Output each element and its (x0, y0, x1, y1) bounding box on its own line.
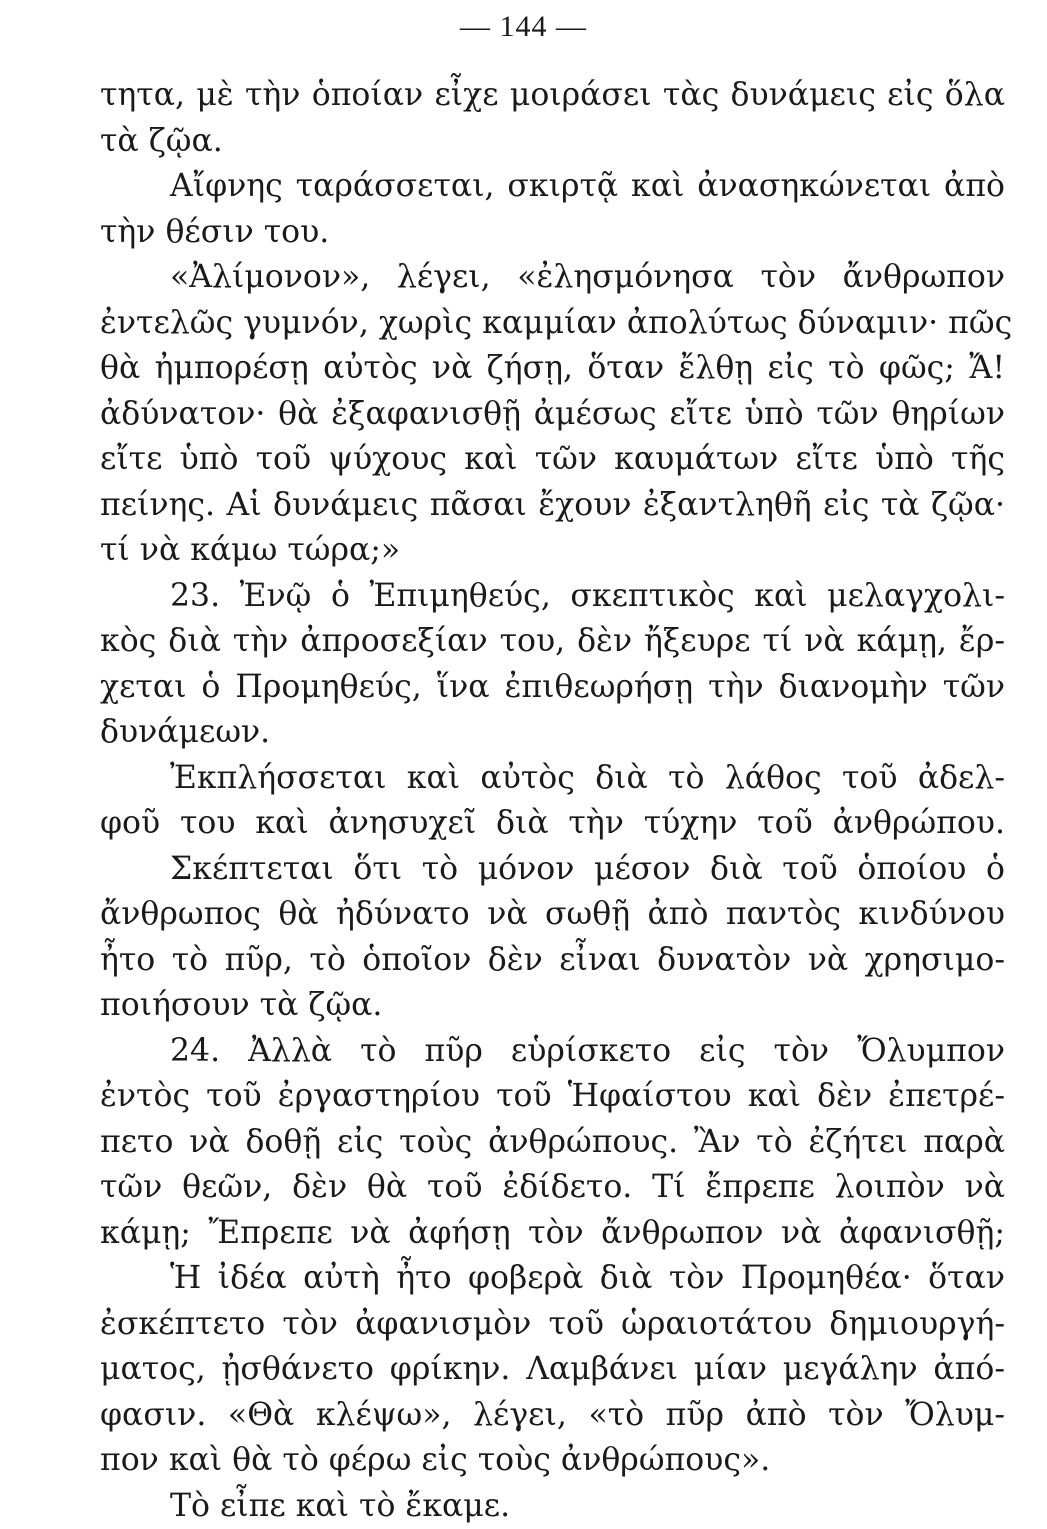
text-line: τῶν θεῶν, δὲν θὰ τοῦ ἐδίδετο. Τί ἔπρεπε λοιπὸν νὰ (100, 1165, 1005, 1211)
text-line: θὰ ἠμπορέσῃ αὐτὸς νὰ ζήσῃ, ὅταν ἔλθῃ εἰς τὸ φῶς; Ἄ! (100, 346, 1005, 392)
text-line: δυνάμεων. (100, 710, 1005, 756)
text-line: «Ἀλίμονον», λέγει, «ἐλησμόνησα τὸν ἄνθρωπον (100, 255, 1005, 301)
text-line: χεται ὁ Προμηθεύς, ἵνα ἐπιθεωρήσῃ τὴν διανομὴν τῶν (100, 665, 1005, 711)
text-line: Ἡ ἰδέα αὐτὴ ἦτο φοβερὰ διὰ τὸν Προμηθέα· ὅταν (100, 1256, 1005, 1302)
body-text (100, 73, 1005, 1529)
text-line: τητα, μὲ τὴν ὁποίαν εἶχε μοιράσει τὰς δυνάμεις εἰς ὅλα (100, 73, 1005, 119)
text-line: κὸς διὰ τὴν ἀπροσεξίαν του, δὲν ἤξευρε τί νὰ κάμῃ, ἔρ- (100, 619, 1005, 665)
text-line: ἄνθρωπος θὰ ἠδύνατο νὰ σωθῇ ἀπὸ παντὸς κινδύνου (100, 892, 1005, 938)
text-line: ποιήσουν τὰ ζῷα. (100, 983, 1005, 1029)
text-line: ἐντὸς τοῦ ἐργαστηρίου τοῦ Ἡφαίστου καὶ δὲν ἐπετρέ- (100, 1074, 1005, 1120)
text-line: εἴτε ὑπὸ τοῦ ψύχους καὶ τῶν καυμάτων εἴτε ὑπὸ τῆς (100, 437, 1005, 483)
text-line: κάμῃ; Ἔπρεπε νὰ ἀφήσῃ τὸν ἄνθρωπον νὰ ἀφανισθῇ; (100, 1211, 1005, 1257)
text-line: Σκέπτεται ὅτι τὸ μόνον μέσον διὰ τοῦ ὁποίου ὁ (100, 847, 1005, 893)
text-line: πείνης. Αἱ δυνάμεις πᾶσαι ἔχουν ἐξαντληθῆ εἰς τὰ ζῷα· (100, 483, 1005, 529)
text-line: ἐντελῶς γυμνόν, χωρὶς καμμίαν ἀπολύτως δύναμιν· πῶς (100, 301, 1005, 347)
page-number: — 144 — (0, 10, 1047, 44)
text-line: τί νὰ κάμω τώρα;» (100, 528, 1005, 574)
text-line: φοῦ του καὶ ἀνησυχεῖ διὰ τὴν τύχην τοῦ ἀνθρώπου. (100, 801, 1005, 847)
text-line: Αἴφνης ταράσσεται, σκιρτᾷ καὶ ἀνασηκώνεται ἀπὸ (100, 164, 1005, 210)
text-line: τὴν θέσιν του. (100, 210, 1005, 256)
text-line: ἀδύνατον· θὰ ἐξαφανισθῇ ἀμέσως εἴτε ὑπὸ τῶν θηρίων (100, 392, 1005, 438)
text-line: ματος, ᾐσθάνετο φρίκην. Λαμβάνει μίαν μεγάλην ἀπό- (100, 1347, 1005, 1393)
text-line: φασιν. «Θὰ κλέψω», λέγει, «τὸ πῦρ ἀπὸ τὸν Ὄλυμ- (100, 1393, 1005, 1439)
text-line: πετο νὰ δοθῇ εἰς τοὺς ἀνθρώπους. Ἂν τὸ ἐζήτει παρὰ (100, 1120, 1005, 1166)
text-line: ἐσκέπτετο τὸν ἀφανισμὸν τοῦ ὡραιοτάτου δημιουργή- (100, 1302, 1005, 1348)
text-line: 24. Ἀλλὰ τὸ πῦρ εὑρίσκετο εἰς τὸν Ὄλυμπον (100, 1029, 1005, 1075)
text-line: 23. Ἐνῷ ὁ Ἐπιμηθεύς, σκεπτικὸς καὶ μελαγχολι- (100, 574, 1005, 620)
text-line: Τὸ εἶπε καὶ τὸ ἔκαμε. (100, 1484, 1005, 1529)
text-line: τὰ ζῷα. (100, 119, 1005, 165)
text-line: Ἐκπλήσσεται καὶ αὐτὸς διὰ τὸ λάθος τοῦ ἀδελ- (100, 756, 1005, 802)
text-line: ἦτο τὸ πῦρ, τὸ ὁποῖον δὲν εἶναι δυνατὸν νὰ χρησιμο- (100, 938, 1005, 984)
text-line: πον καὶ θὰ τὸ φέρω εἰς τοὺς ἀνθρώπους». (100, 1438, 1005, 1484)
